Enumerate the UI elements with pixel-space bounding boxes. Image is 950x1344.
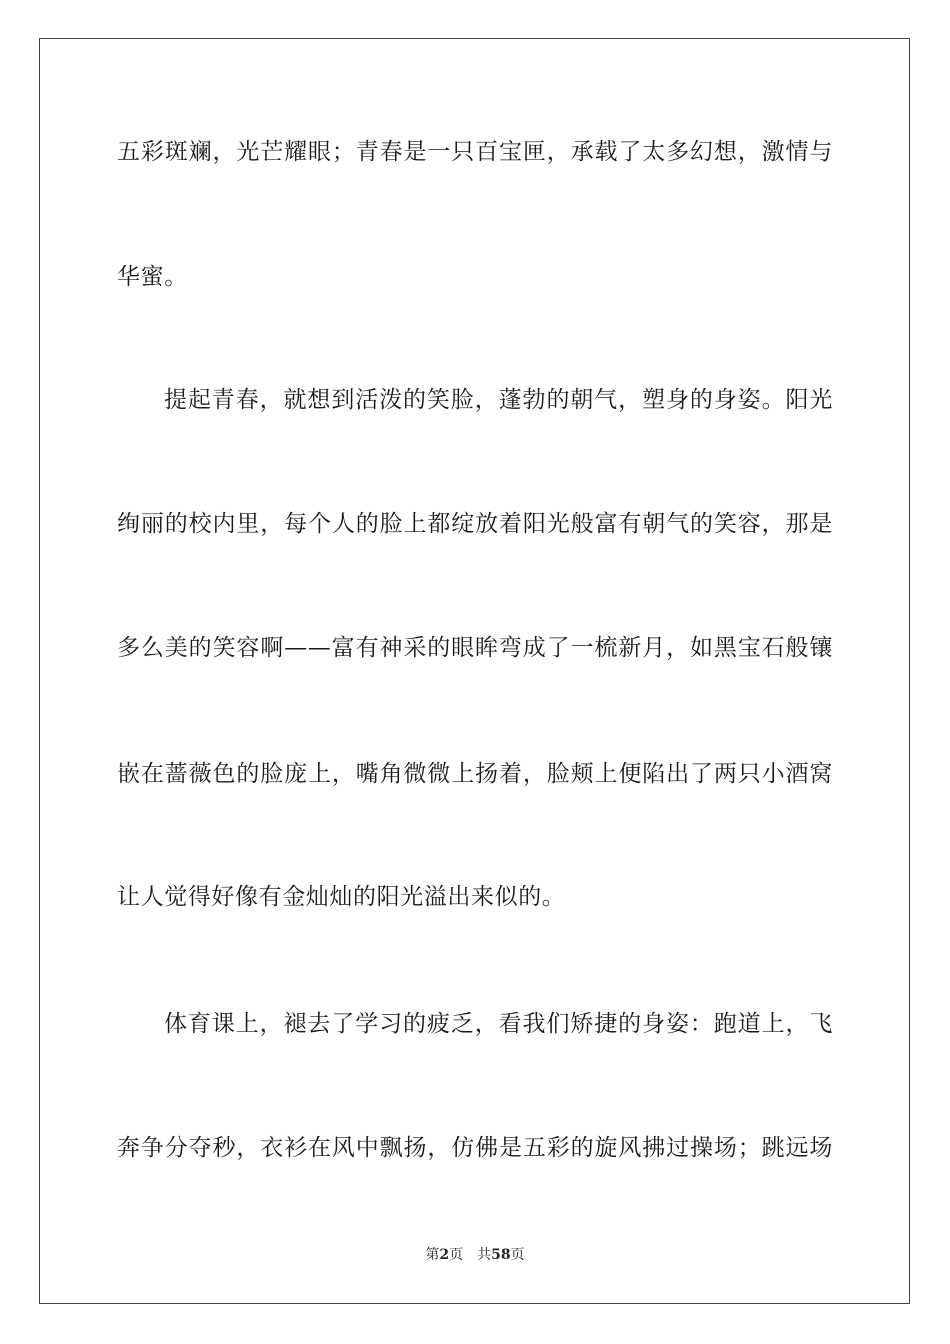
page-footer [0,1246,950,1264]
body-text-line: 五彩斑斓，光芒耀眼；青春是一只百宝匣，承载了太多幻想，激情与 [117,139,833,165]
page-suffix: 页 [449,1247,464,1263]
page-prefix: 第 [425,1247,440,1263]
body-text-line: 提起青春，就想到活泼的笑脸，蓬勃的朝气，塑身的身姿。阳光 [164,387,833,413]
total-prefix: 共 [477,1247,492,1263]
body-text-line: 绚丽的校内里，每个人的脸上都绽放着阳光般富有朝气的笑容，那是 [117,511,833,537]
body-text-line: 让人觉得好像有金灿灿的阳光溢出来似的。 [117,884,566,910]
body-text-line: 多么美的笑容啊——富有神采的眼眸弯成了一梳新月，如黑宝石般镶 [117,635,833,661]
total-suffix: 页 [510,1247,525,1263]
page-frame [39,38,910,1304]
total-pages: 58 [491,1247,511,1263]
body-text-line: 奔争分夺秒，衣衫在风中飘扬，仿佛是五彩的旋风拂过操场；跳远场 [117,1135,833,1161]
body-text-line: 体育课上，褪去了学习的疲乏，看我们矫捷的身姿：跑道上，飞 [164,1011,833,1037]
body-text-line: 嵌在蔷薇色的脸庞上，嘴角微微上扬着，脸颊上便陷出了两只小酒窝 [117,761,833,787]
page-number: 2 [439,1247,450,1263]
body-text-line: 华蜜。 [117,264,188,290]
